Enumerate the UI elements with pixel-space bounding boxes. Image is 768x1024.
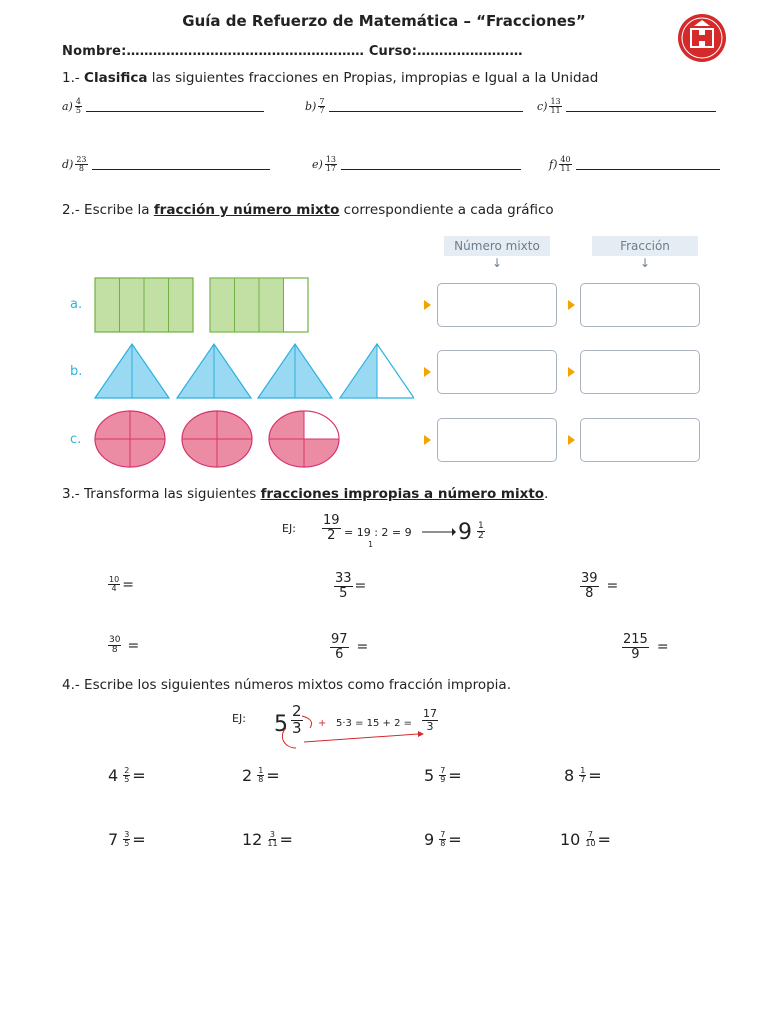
- fraction-item-f: f) $\frac{40}{11}$: [549, 156, 720, 174]
- example-4: EJ: 5 $\frac{2}{3}$ + 5·3 = 15 + 2 = $\frac{17}{3}$: [232, 702, 452, 758]
- impropia-item-6: $\frac{215}{9}$ =: [623, 632, 669, 662]
- answer-box-fraccion-b[interactable]: [580, 350, 700, 394]
- section2-title: 2.- Escribe la fracción y número mixto correspondiente a cada gráfico: [62, 202, 554, 218]
- answer-line[interactable]: [329, 110, 523, 112]
- mixto-item-1: 4 $\frac{2}{5}$ =: [108, 765, 146, 785]
- circles-graphic: [94, 410, 344, 468]
- orange-arrow-icon: [424, 300, 431, 310]
- section1-title: 1.- Clasifica las siguientes fracciones en Propias, impropias e Igual a la Unidad: [62, 70, 599, 86]
- header-numero-mixto: Número mixto: [444, 236, 550, 256]
- arrow-right-icon: [422, 526, 456, 538]
- arrow-down-icon: ↓: [491, 256, 503, 270]
- mixto-item-6: 12 $\frac{3}{11}$ =: [242, 829, 293, 849]
- answer-line[interactable]: [576, 168, 720, 170]
- impropia-item-1: $\frac{10}{4}$ =: [109, 575, 134, 594]
- header-fraccion: Fracción: [592, 236, 698, 256]
- mixto-item-5: 7 $\frac{3}{5}$ =: [108, 829, 146, 849]
- section3-title: 3.- Transforma las siguientes fracciones impropias a número mixto.: [62, 486, 549, 502]
- row-label-c: c.: [70, 432, 82, 447]
- rectangles-graphic: [94, 277, 310, 333]
- mixto-item-3: 5 $\frac{7}{9}$ =: [424, 765, 462, 785]
- row-label-b: b.: [70, 364, 83, 379]
- answer-line[interactable]: [86, 110, 264, 112]
- mixto-item-4: 8 $\frac{1}{7}$ =: [564, 765, 602, 785]
- answer-line[interactable]: [566, 110, 716, 112]
- fraction-item-c: c) $\frac{13}{11}$: [537, 98, 716, 116]
- answer-box-mixto-b[interactable]: [437, 350, 557, 394]
- section4-title: 4.- Escribe los siguientes números mixtos como fracción impropia.: [62, 677, 511, 693]
- example-3: EJ: $\frac{19}{2}$ = 19 : 2 = 9 1 9 $\frac{1}{2}$: [282, 513, 484, 549]
- mixto-item-2: 2 $\frac{1}{8}$ =: [242, 765, 280, 785]
- fraction-item-b: b) $\frac{7}{7}$: [305, 98, 523, 116]
- impropia-item-3: $\frac{39}{8}$ =: [581, 571, 619, 601]
- impropia-item-5: $\frac{97}{6}$ =: [331, 632, 369, 662]
- fraction-item-e: e) $\frac{13}{17}$: [312, 156, 521, 174]
- orange-arrow-icon: [424, 367, 431, 377]
- mixto-item-7: 9 $\frac{7}{8}$ =: [424, 829, 462, 849]
- nombre-curso-line[interactable]: Nombre:……………………………………………… Curso:……………………: [62, 44, 523, 59]
- example-arrows: [280, 708, 430, 752]
- answer-box-fraccion-a[interactable]: [580, 283, 700, 327]
- fraction-item-d: d) $\frac{23}{8}$: [62, 156, 270, 174]
- triangles-graphic: [94, 342, 414, 400]
- fraction-item-a: a) $\frac{4}{5}$: [62, 98, 264, 116]
- orange-arrow-icon: [568, 300, 575, 310]
- answer-line[interactable]: [341, 168, 521, 170]
- orange-arrow-icon: [424, 435, 431, 445]
- page-title: Guía de Refuerzo de Matemática – “Fracciones”: [182, 12, 586, 30]
- impropia-item-2: $\frac{33}{5}$ =: [335, 571, 367, 601]
- answer-line[interactable]: [92, 168, 270, 170]
- arrow-down-icon: ↓: [639, 256, 651, 270]
- impropia-item-4: $\frac{30}{8}$ =: [109, 635, 140, 656]
- orange-arrow-icon: [568, 435, 575, 445]
- row-label-a: a.: [70, 297, 83, 312]
- answer-box-mixto-c[interactable]: [437, 418, 557, 462]
- answer-box-mixto-a[interactable]: [437, 283, 557, 327]
- answer-box-fraccion-c[interactable]: [580, 418, 700, 462]
- school-logo: [676, 12, 728, 64]
- orange-arrow-icon: [568, 367, 575, 377]
- mixto-item-8: 10 $\frac{7}{10}$ =: [560, 829, 611, 849]
